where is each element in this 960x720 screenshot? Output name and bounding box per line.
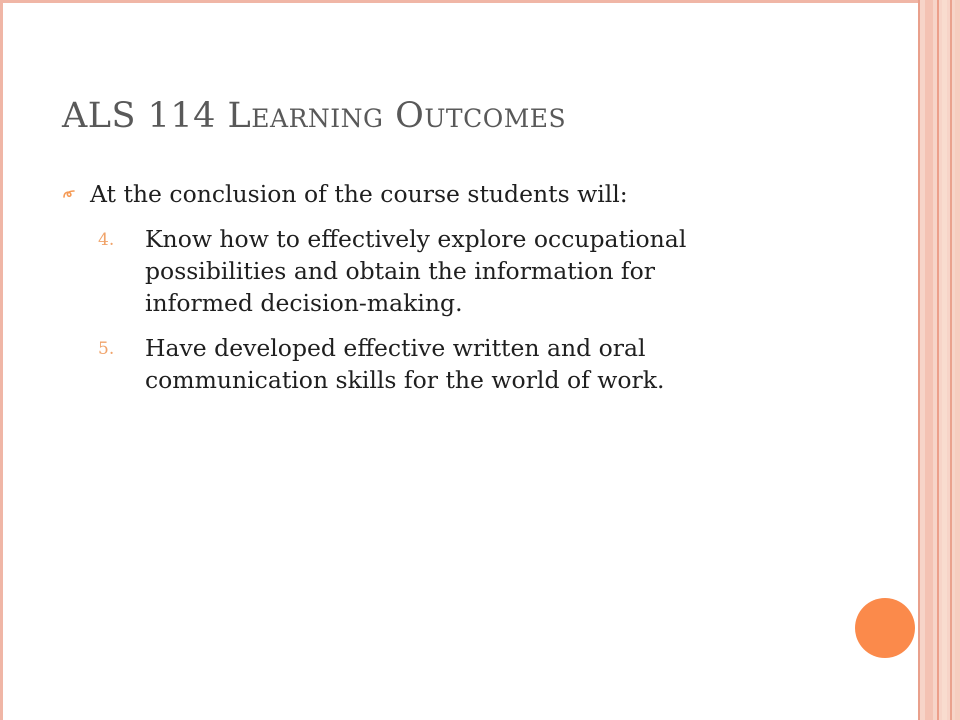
list-item-line: Know how to effectively explore occupational	[145, 225, 687, 253]
list-item	[62, 223, 882, 319]
decorative-stripe	[950, 0, 952, 720]
list-item-line: possibilities and obtain the information for	[145, 257, 656, 285]
list-item	[62, 332, 882, 396]
decorative-stripe	[955, 0, 960, 720]
decorative-stripe	[942, 0, 947, 720]
decorative-stripe	[937, 0, 939, 720]
orange-circle-decoration	[855, 598, 915, 658]
intro-text: At the conclusion of the course students will:	[90, 180, 628, 208]
decorative-stripe	[918, 0, 920, 720]
left-border	[0, 0, 3, 720]
list-item-line: Have developed effective written and oral	[145, 334, 646, 362]
top-border	[0, 0, 918, 3]
slide-title: ALS 114 Learning Outcomes	[62, 96, 567, 136]
list-item-number: 5.	[98, 339, 115, 359]
numbered-list	[62, 223, 882, 396]
list-item-line: informed decision-making.	[145, 289, 463, 317]
list-item-number: 4.	[98, 230, 115, 250]
decorative-stripe	[925, 0, 933, 720]
intro-bullet	[62, 178, 882, 210]
slide-content	[62, 178, 882, 409]
list-item-line: communication skills for the world of work.	[145, 366, 665, 394]
orange-loop-bullet-icon	[63, 190, 75, 198]
